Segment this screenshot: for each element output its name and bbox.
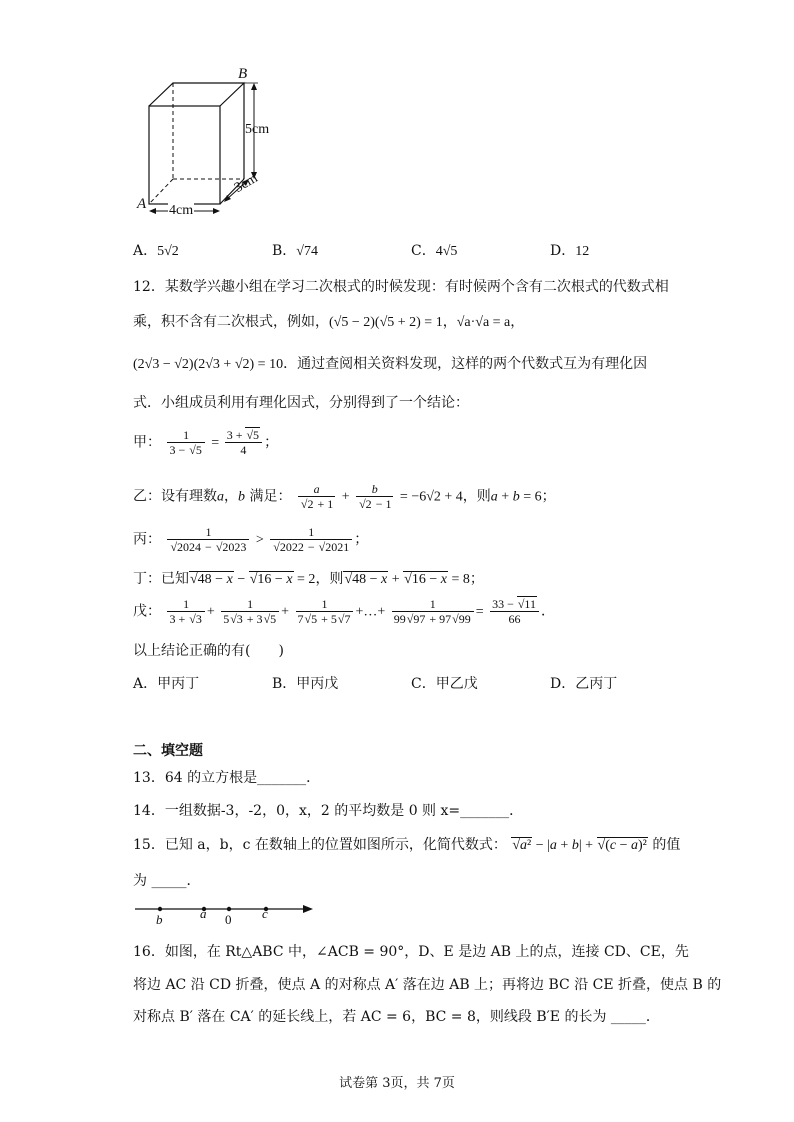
- depth-label: 3cm: [232, 170, 261, 196]
- numberline-label-b: b: [156, 912, 163, 927]
- q12-line3: (2√3 − √2)(2√3 + √2) = 10．通过查阅相关资料发现，这样的两个代数式互为有理化因: [133, 356, 648, 372]
- numberline-label-c: c: [262, 906, 268, 921]
- section-title-fill-in: 二、填空题: [133, 743, 203, 759]
- q12-line2: 乘，积不含有二次根式，例如，(√5 − 2)(√5 + 2) = 1，√a·√a = a，: [133, 314, 525, 330]
- q11-option-c[interactable]: C．4√5: [411, 243, 458, 259]
- q12-option-d[interactable]: D．乙丙丁: [550, 676, 618, 692]
- q14-text: 14．一组数据-3，-2，0，x，2 的平均数是 0 则 x=_______．: [133, 803, 524, 819]
- page-footer: 试卷第 3页，共 7页: [339, 1076, 455, 1091]
- q12-option-c[interactable]: C．甲乙戊: [411, 676, 478, 692]
- box-figure: [130, 65, 280, 225]
- height-label: 5cm: [245, 122, 270, 137]
- q13-text: 13．64 的立方根是_______．: [133, 770, 321, 786]
- vertex-b-label: B: [238, 66, 248, 82]
- q12-question: 以上结论正确的有( ): [133, 643, 284, 659]
- q16-line1: 16．如图，在 Rt△ABC 中，∠ACB = 90°，D、E 是边 AB 上的点，连接 CD、CE，先: [133, 944, 689, 960]
- q11-option-a[interactable]: A．5√2: [133, 243, 179, 259]
- numberline-label-zero: 0: [225, 912, 232, 927]
- statement-wu: 戊： $\frac{1}{3 + √3}$ + $\frac{1}{5√3 + 3√5}$ + $\frac{1}{7√5 + 5√7}$ +…+ $\frac{1}{99√97 + 97√99}$ = $\frac{33 - √11}{66}$ ．: [133, 597, 555, 626]
- width-label: 4cm: [169, 203, 194, 218]
- q15-line2: 为 _____．: [133, 873, 201, 889]
- numberline-label-a: a: [200, 906, 207, 921]
- q15-line1: 15．已知 a，b，c 在数轴上的位置如图所示，化简代数式： √a² − |a + b| + √(c − a)² 的值: [133, 837, 681, 853]
- statement-bing: 丙： $\frac{1}{√2024 - √2023}$ > $\frac{1}{√2022 - √2021}$ ；: [133, 525, 369, 554]
- q11-option-b[interactable]: B．√74: [272, 243, 318, 259]
- q12-line1: 12．某数学兴趣小组在学习二次根式的时候发现：有时候两个含有二次根式的代数式相: [133, 279, 669, 295]
- q16-line3: 对称点 B′ 落在 CA′ 的延长线上，若 AC = 6，BC = 8，则线段 B′E 的长为 _____．: [133, 1009, 660, 1025]
- q11-option-d[interactable]: D．12: [550, 243, 590, 259]
- q12-option-b[interactable]: B．甲丙戊: [272, 676, 339, 692]
- statement-jia: 甲： $\frac{1}{3 - √5}$ = $\frac{3 + √5}{4}$ ；: [133, 428, 279, 457]
- q12-option-a[interactable]: A．甲丙丁: [133, 676, 200, 692]
- q16-line2: 将边 AC 沿 CD 折叠，使点 A 的对称点 A′ 落在边 AB 上；再将边 BC 沿 CE 折叠，使点 B 的: [133, 977, 722, 993]
- statement-ding: 丁：已知√48 − x − √16 − x = 2，则√48 − x + √16 − x = 8；: [133, 571, 484, 587]
- box-diagram: [130, 65, 280, 225]
- vertex-a-label: A: [137, 196, 147, 212]
- statement-yi: 乙：设有理数a，b 满足： $\frac{a}{√2 + 1}$ + $\frac{b}{√2 - 1}$ = −6√2 + 4，则a + b = 6；: [133, 482, 556, 511]
- q12-line4: 式．小组成员利用有理化因式，分别得到了一个结论：: [133, 395, 469, 411]
